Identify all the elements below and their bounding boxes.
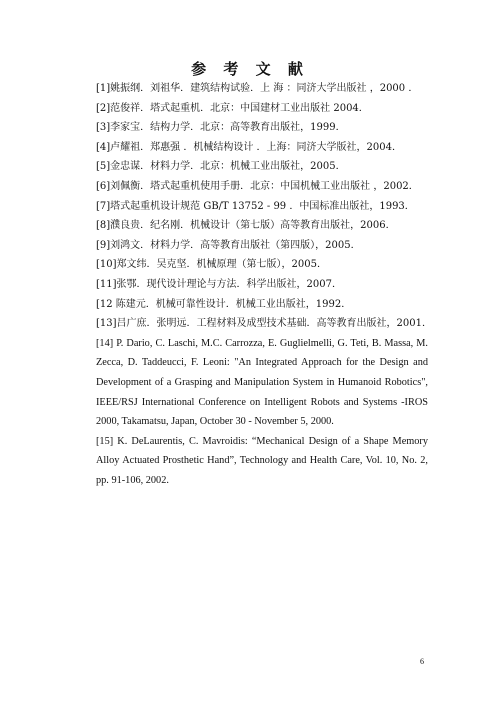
reference-item-9: [9]刘鸿文．材料力学．高等教育出版社（第四版），2005． xyxy=(96,239,361,251)
reference-list xyxy=(96,79,432,490)
reference-item-6: [6]刘佩衡．塔式起重机使用手册．北京：中国机械工业出版社 ，2002． xyxy=(96,180,419,192)
reference-item-5: [5]金忠谋．材料力学．北京：机械工业出版社，2005． xyxy=(96,161,346,173)
reference-item-4: [4]卢耀祖．郑惠强 ．机械结构设计 ．上海：同济大学版社，2004． xyxy=(96,141,402,153)
reference-item-13: [13]吕广庶．张明远．工程材料及成型技术基础．高等教育出版社，2001． xyxy=(96,318,432,330)
reference-item-14: [14] P. Dario, C. Laschi, M.C. Carrozza, E. Guglielmelli, G. Teti, B. Massa, M. Zecca, D. Taddeucci, F. Leoni: "An Integrated Approach for the Design and Development of a Grasping and Manipulation System in Humanoid Robotics", IEEE/RSJ International Conference on Intelligent Robots and Systems -IROS 2000, Takamatsu, Japan, October 30 - November 5, 2000. xyxy=(96,337,428,428)
reference-item-7: [7]塔式起重机设计规范 GB/T 13752 - 99 ．中国标准出版社，1993． xyxy=(96,200,415,212)
reference-item-10: [10]郑文纬．吴克坚．机械原理（第七版），2005． xyxy=(96,259,327,271)
reference-item-11: [11]张鄂．现代设计理论与方法．科学出版社，2007． xyxy=(96,278,342,290)
page-number: 6 xyxy=(420,657,424,666)
reference-item-12: [12 陈建元．机械可靠性设计．机械工业出版社，1992． xyxy=(96,298,352,310)
references-heading: 参 考 文 献 xyxy=(191,60,309,78)
reference-item-1: [1]姚振纲．刘祖华．建筑结构试验．上 海 ：同济大学出版社 ，2000 ． xyxy=(96,83,419,94)
reference-item-3: [3]李家宝．结构力学．北京：高等教育出版社，1999． xyxy=(96,122,346,134)
reference-item-8: [8]濮良贵．纪名刚．机械设计（第七版）高等教育出版社，2006． xyxy=(96,220,396,232)
reference-item-2: [2]范俊祥．塔式起重机．北京：中国建材工业出版社 2004． xyxy=(96,102,369,114)
reference-item-15: [15] K. DeLaurentis, C. Mavroidis: “Mechanical Design of a Shape Memory Alloy Actuated Prosthetic Hand”, Technology and Health Care, Vol. 10, No. 2, pp. 91-106, 2002. xyxy=(96,435,428,486)
